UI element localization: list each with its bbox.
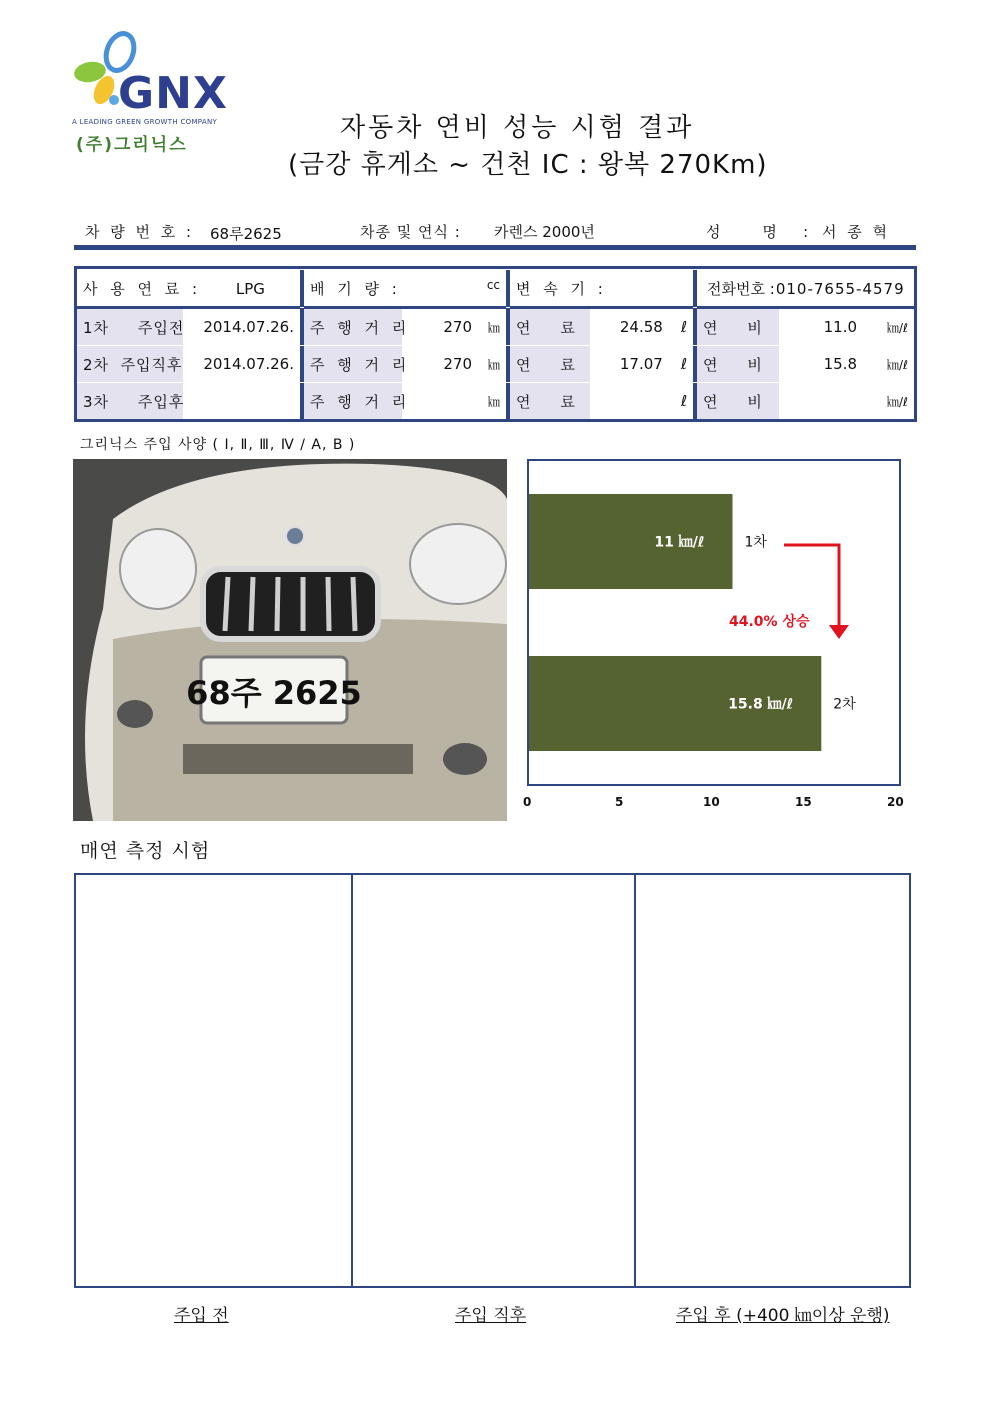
efficiency-unit: ㎞/ℓ (887, 395, 909, 409)
distance-value: 270 (443, 355, 472, 373)
car-front-illustration (73, 459, 507, 821)
x-tick-label: 20 (887, 795, 904, 809)
row-label: 1차 주입전 (77, 308, 183, 346)
caption-after-driving: 주입 후 (+400 ㎞이상 운행) (676, 1306, 890, 1326)
efficiency-cell (779, 383, 914, 420)
row-label: 2차 주입직후 (77, 346, 183, 383)
efficiency-cell (779, 308, 914, 346)
chart-x-axis (515, 795, 915, 815)
vehicle-number-label: 차 량 번 호 : (85, 223, 195, 241)
spec-table (74, 266, 917, 422)
phone-cell (697, 270, 914, 308)
test-date: 2014.07.26. (183, 308, 300, 346)
fuel-cell (590, 346, 693, 383)
category-label: 1차 (744, 534, 767, 551)
distance-label: 주 행 거 리 (304, 346, 402, 383)
fuel-unit: ℓ (680, 318, 688, 336)
caption-before: 주입 전 (174, 1306, 229, 1326)
x-tick-label: 15 (795, 795, 812, 809)
emission-test-title: 매연 측정 시험 (80, 840, 211, 862)
transmission-cell (510, 270, 693, 308)
distance-label: 주 행 거 리 (304, 383, 402, 420)
distance-cell (402, 308, 506, 346)
efficiency-label: 연 비 (697, 308, 779, 346)
logo-korean-name: (주)그리닉스 (76, 135, 188, 155)
efficiency-cell (779, 346, 914, 383)
fuel-cell (590, 383, 693, 420)
page-title: 자동차 연비 성능 시험 결과 (340, 113, 695, 143)
fuel-cell (590, 308, 693, 346)
distance-value: 270 (443, 318, 472, 336)
fuel-label: 연 료 (510, 346, 590, 383)
vehicle-number: 68루2625 (210, 225, 282, 243)
owner-name: 서 종 혁 (822, 223, 891, 241)
page-subtitle: (금강 휴게소 ~ 건천 IC : 왕복 270Km) (288, 150, 768, 180)
efficiency-unit: ㎞/ℓ (887, 321, 909, 335)
car-photo (73, 459, 507, 821)
fuel-unit: ℓ (680, 392, 688, 410)
fuel-type-cell (77, 270, 300, 308)
injection-spec-label: 그리닉스 주입 사양 ( Ⅰ, Ⅱ, Ⅲ, Ⅳ / A, B ) (80, 437, 356, 453)
arrow-head-icon (829, 625, 849, 639)
category-label: 2차 (833, 696, 856, 713)
fuel-type-label: 사 용 연 료 : (83, 279, 202, 298)
displacement-label: 배 기 량 : (310, 279, 401, 298)
table-row (77, 383, 914, 420)
logo-wordmark: GNX (118, 68, 228, 119)
test-date: 2014.07.26. (183, 346, 300, 383)
fuel-label: 연 료 (510, 308, 590, 346)
divider-line (74, 245, 916, 250)
distance-unit: ㎞ (488, 321, 501, 335)
owner-name-label: 성 명 : (706, 223, 812, 241)
transmission-label: 변 속 기 : (516, 279, 607, 298)
panel-divider (634, 875, 636, 1286)
x-tick-label: 10 (703, 795, 720, 809)
row-label: 3차 주입후 (77, 383, 183, 420)
fuel-value: 24.58 (619, 318, 663, 336)
company-logo (70, 30, 240, 160)
distance-cell (402, 383, 506, 420)
test-date (183, 383, 300, 420)
x-tick-label: 0 (523, 795, 532, 809)
fuel-type-value: LPG (235, 279, 265, 298)
efficiency-chart (527, 459, 901, 786)
table-header-row (77, 270, 914, 308)
bar-data-label: 15.8 ㎞/ℓ (728, 696, 794, 713)
vehicle-model: 카렌스 2000년 (494, 223, 595, 241)
phone-label: 전화번호 (707, 279, 765, 298)
displacement-unit: cc (486, 277, 501, 292)
distance-cell (402, 346, 506, 383)
efficiency-label: 연 비 (697, 346, 779, 383)
x-tick-label: 5 (615, 795, 624, 809)
efficiency-value: 11.0 (823, 318, 858, 336)
efficiency-value: 15.8 (823, 355, 858, 373)
caption-right-after: 주입 직후 (455, 1306, 527, 1326)
increase-annotation: 44.0% 상승 (729, 614, 810, 630)
chart-plot (529, 461, 899, 784)
efficiency-label: 연 비 (697, 383, 779, 420)
phone-value: :010-7655-4579 (769, 279, 905, 298)
table-row (77, 308, 914, 346)
fuel-value: 17.07 (619, 355, 663, 373)
distance-unit: ㎞ (488, 395, 501, 409)
license-plate-text: 68주 2625 (186, 674, 362, 712)
vehicle-model-label: 차종 및 연식 : (360, 223, 461, 241)
displacement-cell (304, 270, 506, 308)
emission-photo-panel (74, 873, 911, 1288)
efficiency-unit: ㎞/ℓ (887, 358, 909, 372)
fuel-label: 연 료 (510, 383, 590, 420)
panel-divider (351, 875, 353, 1286)
bar-data-label: 11 ㎞/ℓ (654, 534, 705, 551)
fuel-unit: ℓ (680, 355, 688, 373)
logo-tagline: A LEADING GREEN GROWTH COMPANY (72, 118, 218, 126)
distance-label: 주 행 거 리 (304, 308, 402, 346)
distance-unit: ㎞ (488, 358, 501, 372)
table-row (77, 346, 914, 383)
